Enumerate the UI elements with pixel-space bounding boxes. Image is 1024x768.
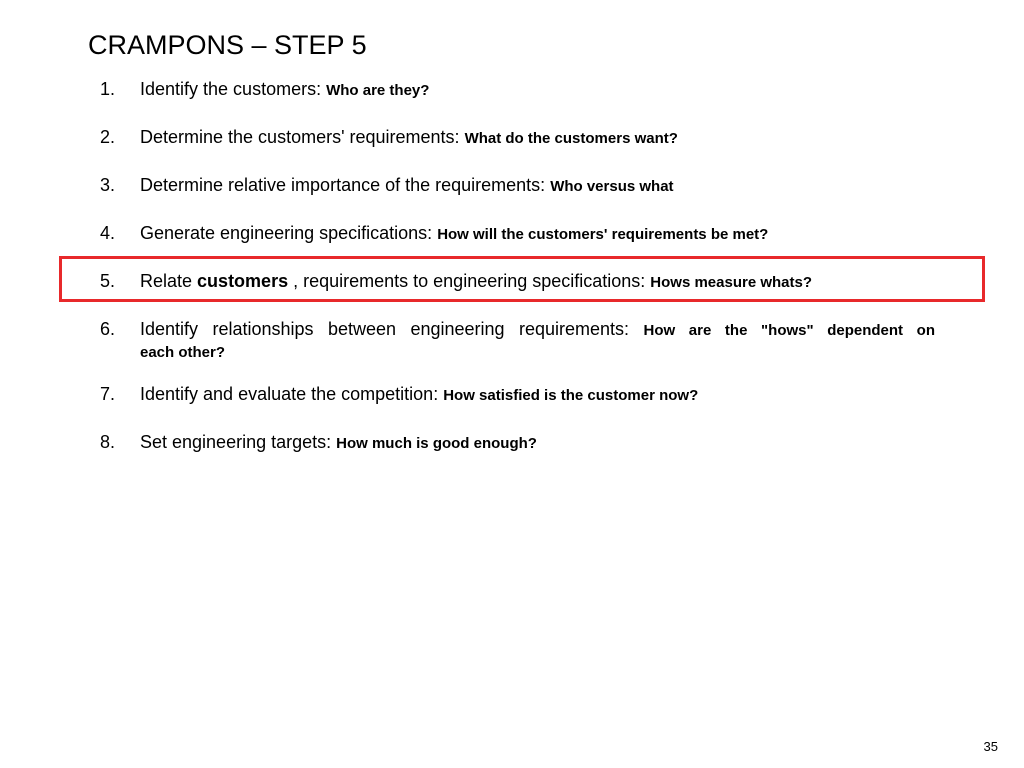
step-text-container [140, 222, 940, 246]
step-text-container [140, 174, 940, 198]
page-number: 35 [983, 739, 998, 754]
step-question: Who are they? [326, 82, 430, 99]
step-text: Generate engineering specifications: [140, 223, 438, 243]
step-number: 2. [100, 127, 116, 147]
step-text: Relate [140, 271, 198, 291]
step-question: Who versus what [550, 178, 674, 195]
step-question: Hows measure whats? [650, 274, 813, 291]
step-text-container [140, 78, 940, 102]
step-text-container [140, 270, 940, 294]
step-text-container [140, 431, 940, 455]
step-number: 8. [100, 432, 116, 452]
step-question: What do the customers want? [464, 130, 678, 147]
step-text-after: , requirements to engineering specifications: [288, 271, 651, 291]
step-question: How will the customers' requirements be met? [437, 226, 769, 243]
step-line-1 [140, 318, 935, 342]
step-text: Determine relative importance of the requirements: [140, 175, 551, 195]
slide-title: CRAMPONS – STEP 5 [88, 30, 367, 60]
step-text: Determine the customers' requirements: [140, 127, 465, 147]
step-number: 3. [100, 175, 116, 195]
step-text-container [140, 318, 935, 364]
step-question: How are the "hows" dependent on [643, 322, 935, 339]
step-text: Identify and evaluate the competition: [140, 384, 444, 404]
step-text: Set engineering targets: [140, 432, 337, 452]
step-text: Identify the customers: [140, 79, 327, 99]
step-number: 5. [100, 271, 116, 291]
step-number: 4. [100, 223, 116, 243]
step-bold-word: customers [197, 271, 289, 291]
step-question: How satisfied is the customer now? [443, 387, 699, 404]
step-text: Identify relationships between engineering requirements: [140, 319, 644, 339]
step-number: 1. [100, 79, 116, 99]
step-question: How much is good enough? [336, 435, 537, 452]
step-number: 7. [100, 384, 116, 404]
step-text-container [140, 383, 940, 407]
step-number: 6. [100, 319, 116, 339]
step-text-container [140, 126, 940, 150]
step-question-line2: each other? [140, 344, 226, 361]
